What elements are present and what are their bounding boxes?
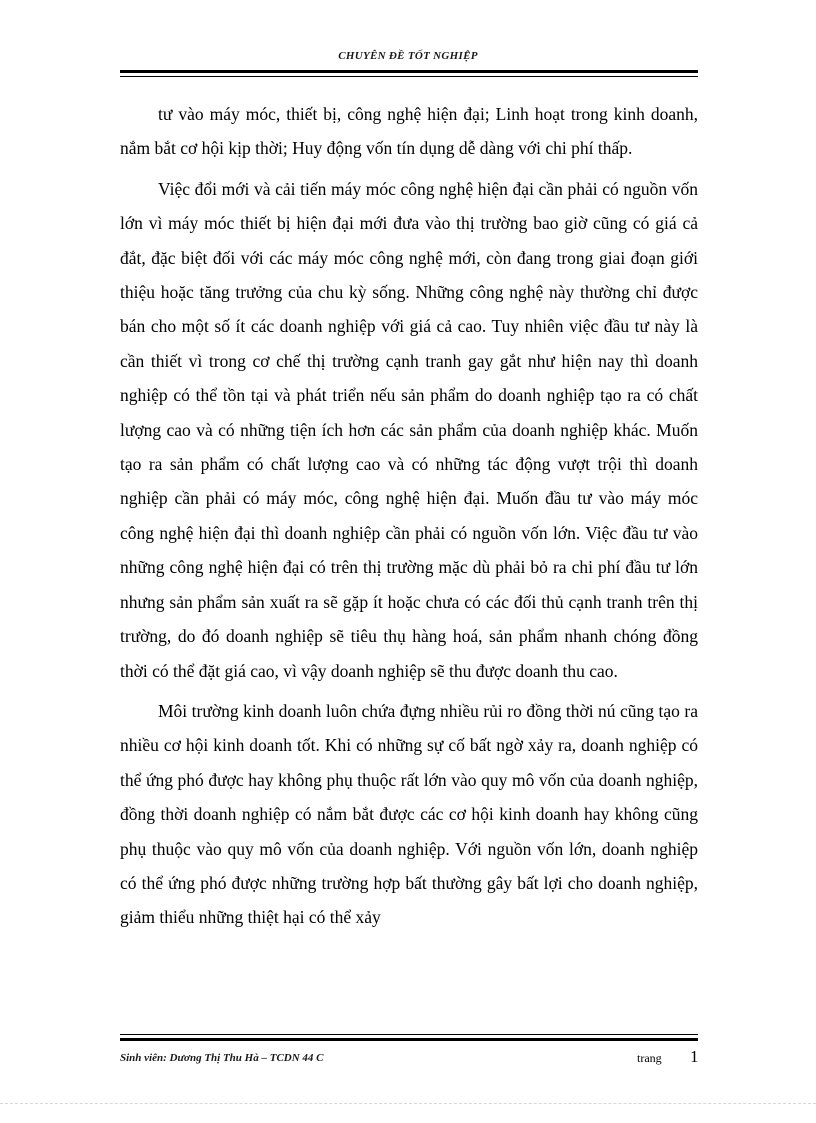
paragraph-continued: tư vào máy móc, thiết bị, công nghệ hiện đại; Linh hoạt trong kinh doanh, nắm bắt cơ hội kịp thời; Huy động vốn tín dụng dễ dàng với chi phí thấp. (120, 104, 698, 159)
header-rule-thick (120, 70, 698, 73)
footer-rule-thin (120, 1034, 698, 1035)
paragraph: Môi trường kinh doanh luôn chứa đựng nhiều rủi ro đồng thời nú cũng tạo ra nhiều cơ hội kinh doanh tốt. Khi có những sự cố bất ngờ xảy ra, doanh nghiệp có thể ứng phó được hay không phụ thuộc rất lớn vào quy mô vốn của doanh nghiệp, đồng thời doanh nghiệp có nắm bắt được các cơ hội kinh doanh hay không cũng phụ thuộc vào quy mô vốn của doanh nghiệp. Với nguồn vốn lớn, doanh nghiệp có thể ứng phó được những trường hợp bất thường gây bất lợi cho doanh nghiệp, giảm thiểu những thiệt hại có thể xảy (120, 700, 698, 928)
footer-page-label: trang (637, 1051, 662, 1065)
footer-rule-thick (120, 1038, 698, 1041)
header-rule-thin (120, 76, 698, 77)
paragraph: Việc đổi mới và cải tiến máy móc công nghệ hiện đại cần phải có nguồn vốn lớn vì máy móc thiết bị hiện đại mới đưa vào thị trường bao giờ cũng có giá cả đắt, đặc biệt đối với các máy móc công nghệ mới, còn đang trong giai đoạn giới thiệu hoặc tăng trưởng của chu kỳ sống. Những công nghệ này thường chỉ được bán cho một số ít các doanh nghiệp với giá cả cao. Tuy nhiên việc đầu tư này là cần thiết vì trong cơ chế thị trường cạnh tranh gay gắt như hiện nay thì doanh nghiệp có thể tồn tại và phát triển nếu sản phẩm do doanh nghiệp tạo ra có chất lượng cao và có những tiện ích hơn các sản phẩm của doanh nghiệp khác. Muốn tạo ra sản phẩm có chất lượng cao và có những tác động vượt trội thì doanh nghiệp cần phải có máy móc, công nghệ hiện đại. Muốn đầu tư vào máy móc công nghệ hiện đại thì doanh nghiệp cần phải có nguồn vốn lớn. Việc đầu tư vào những công nghệ hiện đại có trên thị trường mặc dù phải bỏ ra chi phí đầu tư lớn nhưng sản phẩm sản xuất ra sẽ gặp ít hoặc chưa có các đối thủ cạnh tranh trên thị trường, do đó doanh nghiệp sẽ tiêu thụ hàng hoá, sản phẩm nhanh chóng đồng thời có thể đặt giá cao, vì vậy doanh nghiệp sẽ thu được doanh thu cao. (120, 178, 698, 681)
footer-author: Sinh viên: Dương Thị Thu Hà – TCDN 44 C (120, 1052, 324, 1064)
body-text (120, 97, 698, 935)
page-number: 1 (690, 1047, 699, 1066)
page-edge-divider (0, 1103, 816, 1104)
header-title: CHUYÊN ĐỀ TỐT NGHIỆP (338, 50, 478, 62)
